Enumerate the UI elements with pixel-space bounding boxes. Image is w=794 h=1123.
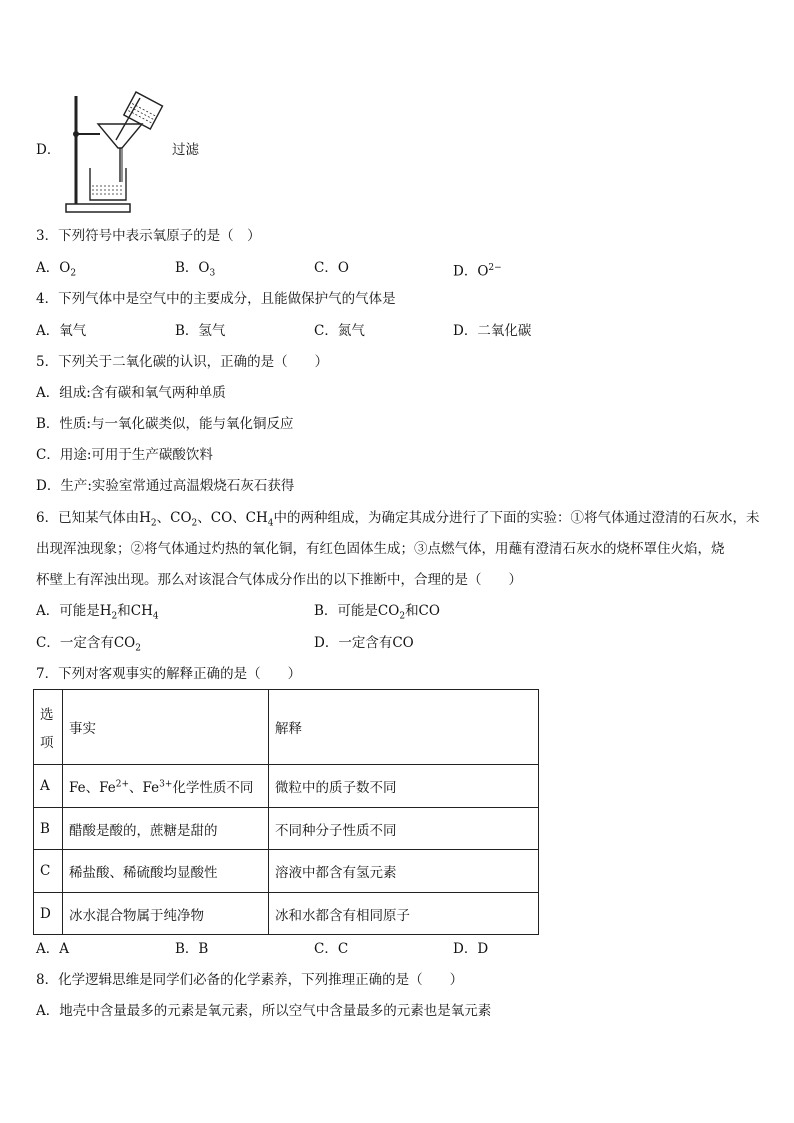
q6-stem-line1: 6．已知某气体由$H_2$、$CO_2$、CO、$CH_4$中的两种组成，为确定其成分进行了下面的实验：①将气体通过澄清的石灰水，未 (36, 510, 760, 529)
explain-cell: 不同种分子性质不同 (269, 808, 539, 850)
filtration-apparatus-icon (60, 90, 172, 218)
q3-option-a: A．$O_2$ (36, 260, 77, 279)
q6-option-c: C．一定含有$CO_2$ (36, 635, 141, 654)
q5-stem: 5．下列关于二氧化碳的认识，正确的是（ ） (36, 354, 329, 370)
q7-table (33, 689, 539, 935)
q8-stem: 8．化学逻辑思维是同学们必备的化学素养，下列推理正确的是（ ） (36, 972, 464, 988)
fact-cell: Fe、$Fe^{2+}$、$Fe^{3+}$化学性质不同 (63, 765, 269, 808)
q7-option-c: C．C (314, 941, 349, 957)
q4-option-c: C．氮气 (314, 323, 365, 339)
table-row (34, 808, 539, 850)
option-cell: D (34, 893, 63, 935)
header-explain-cell: 解释 (269, 690, 539, 765)
explain-cell: 溶液中都含有氢元素 (269, 850, 539, 893)
q7-option-b: B．B (175, 941, 209, 957)
table-row (34, 850, 539, 893)
q2-option-d-caption: 过滤 (172, 142, 199, 158)
q2-option-d-label: D． (36, 142, 61, 158)
q8-option-a: A．地壳中含量最多的元素是氧元素，所以空气中含量最多的元素也是氧元素 (36, 1003, 492, 1019)
q7-stem: 7．下列对客观事实的解释正确的是（ ） (36, 666, 302, 682)
option-cell: C (34, 850, 63, 893)
q3-stem: 3．下列符号中表示氧原子的是（ ） (36, 228, 261, 244)
q7-option-a: A．A (36, 941, 69, 957)
q4-option-a: A．氧气 (36, 323, 87, 339)
fact-cell: 醋酸是酸的，蔗糖是甜的 (63, 808, 269, 850)
explain-cell: 微粒中的质子数不同 (269, 765, 539, 808)
option-cell: B (34, 808, 63, 850)
q5-option-a: A．组成:含有碳和氧气两种单质 (36, 385, 226, 401)
table-row (34, 893, 539, 935)
q5-option-c: C．用途:可用于生产碳酸饮料 (36, 447, 213, 463)
q4-stem: 4．下列气体中是空气中的主要成分，且能做保护气的气体是 (36, 291, 396, 307)
fact-cell: 稀盐酸、稀硫酸均显酸性 (63, 850, 269, 893)
header-fact-cell: 事实 (63, 690, 269, 765)
q6-option-a: A．可能是$H_2$和$CH_4$ (36, 603, 159, 622)
q7-option-d: D．D (453, 941, 489, 957)
header-option-cell: 选 项 (34, 690, 63, 765)
q6-option-b: B．可能是$CO_2$和CO (314, 603, 440, 622)
option-cell: A (34, 765, 63, 808)
table-row (34, 765, 539, 808)
q3-option-b: B．$O_3$ (175, 260, 216, 279)
fact-cell: 冰水混合物属于纯净物 (63, 893, 269, 935)
q3-option-d: D．$O^{2-}$ (453, 263, 502, 280)
table-header-row (34, 690, 539, 765)
q4-option-d: D．二氧化碳 (453, 323, 532, 339)
q3-option-c: C．O (314, 260, 349, 276)
explain-cell: 冰和水都含有相同原子 (269, 893, 539, 935)
q6-stem-line2: 出现浑浊现象；②将气体通过灼热的氧化铜，有红色固体生成；③点燃气体，用蘸有澄清石灰水的烧杯罩住火焰，烧 (36, 541, 725, 557)
q4-option-b: B．氢气 (175, 323, 226, 339)
q6-option-d: D．一定含有CO (314, 635, 414, 651)
q6-stem-line3: 杯壁上有浑浊出现。那么对该混合气体成分作出的以下推断中，合理的是（ ） (36, 572, 522, 588)
q5-option-d: D．生产:实验室常通过高温煅烧石灰石获得 (36, 478, 295, 494)
q5-option-b: B．性质:与一氧化碳类似，能与氧化铜反应 (36, 416, 294, 432)
